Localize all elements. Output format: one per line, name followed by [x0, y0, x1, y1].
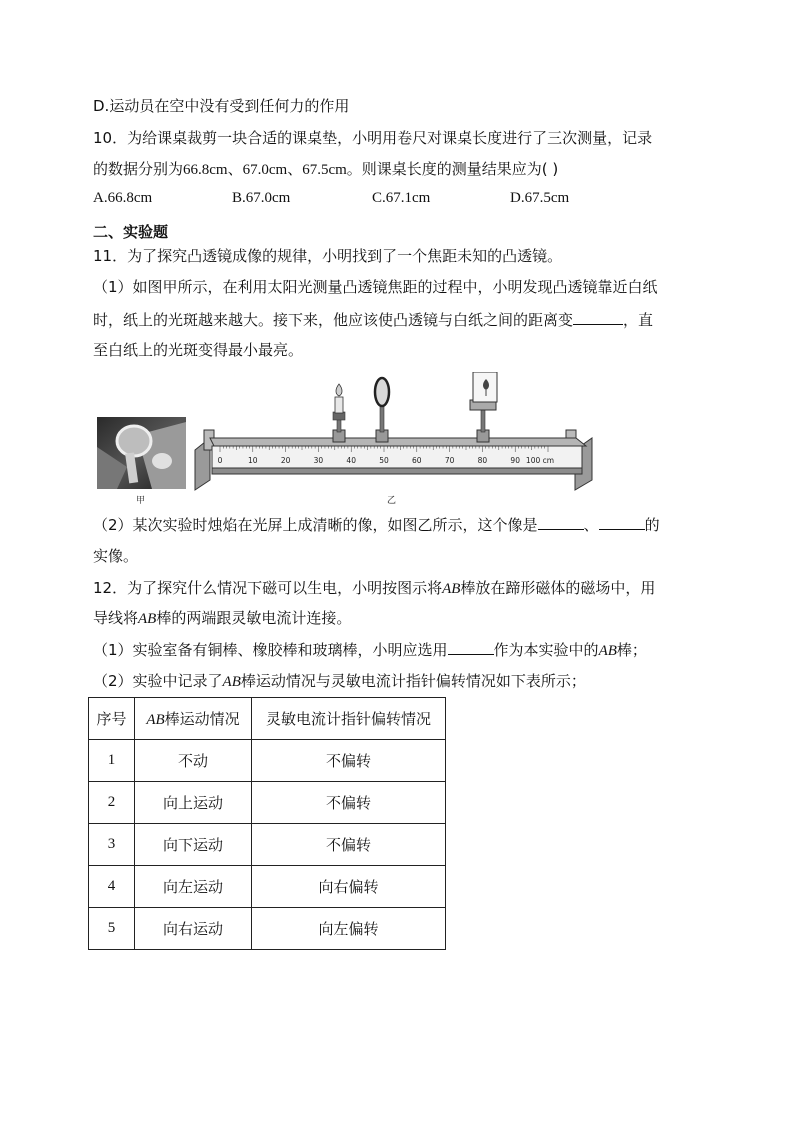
- table-cell: 5: [89, 908, 135, 950]
- q10-text: 。则课桌长度的测量结果应为( ): [346, 160, 559, 178]
- table-header-cell: 序号: [89, 698, 135, 740]
- section-title: 二、实验题: [93, 223, 169, 241]
- table-header-row: [89, 698, 446, 740]
- ruler-label: 80: [477, 456, 488, 465]
- q12-text: 棒；: [616, 641, 647, 659]
- answer-blank[interactable]: [573, 310, 623, 325]
- table-row: [89, 824, 446, 866]
- q12-text: 棒运动情况与灵敏电流计指针偏转情况如下表所示；: [240, 672, 586, 690]
- q11-text: 、: [583, 516, 599, 534]
- table-cell: 向左运动: [135, 866, 252, 908]
- q10-option-b[interactable]: B.67.0cm: [232, 190, 291, 206]
- q11-text: 时，纸上的光斑越来越大。接下来，他应该使凸透镜与白纸之间的距离变: [93, 311, 574, 329]
- table-cell: 向上运动: [135, 782, 252, 824]
- figure-jia-photo: [97, 417, 186, 489]
- q10-measure-1: 66.8cm: [183, 162, 228, 178]
- q11-part1-line2: [93, 310, 653, 330]
- q12-line-2: [93, 608, 351, 629]
- table-row: [89, 866, 446, 908]
- ruler-label: 0: [217, 456, 223, 465]
- candle-body: [335, 397, 343, 413]
- q10-line-2: [93, 159, 558, 180]
- ruler-label: 90: [510, 456, 520, 465]
- q10-option-a[interactable]: A.66.8cm: [93, 190, 153, 206]
- table-cell: 向右偏转: [252, 866, 446, 908]
- q10-sep: 、: [227, 160, 243, 178]
- q11-part1-line3: 至白纸上的光斑变得最小最亮。: [93, 341, 304, 359]
- table-cell: 向右运动: [135, 908, 252, 950]
- answer-blank[interactable]: [599, 515, 645, 530]
- table-cell: 4: [89, 866, 135, 908]
- ab-label: AB: [146, 712, 165, 728]
- ruler-label: 20: [280, 456, 291, 465]
- q12-part1: [93, 640, 647, 661]
- q12-text: 作为本实验中的: [493, 641, 599, 659]
- table-cell: 1: [89, 740, 135, 782]
- ab-label: AB: [222, 674, 241, 690]
- q10-text: 的数据分别为: [93, 160, 184, 178]
- q11-text: （2）某次实验时烛焰在光屏上成清晰的像，如图乙所示，这个像是: [93, 516, 538, 534]
- ruler-label: 60: [412, 456, 422, 465]
- table-cell: 3: [89, 824, 135, 866]
- table-cell: 向下运动: [135, 824, 252, 866]
- q12-text: 棒的两端跟灵敏电流计连接。: [156, 609, 352, 627]
- q11-text: ，直: [623, 311, 654, 329]
- table-header-cell: 灵敏电流计指针偏转情况: [252, 698, 446, 740]
- table-cell: 2: [89, 782, 135, 824]
- q12-text: （2）实验中记录了: [93, 672, 223, 690]
- figure-jia-caption: 甲: [136, 496, 146, 506]
- q10-option-d[interactable]: D.67.5cm: [510, 190, 570, 206]
- q12-part2: [93, 671, 586, 692]
- q12-text: （1）实验室备有铜棒、橡胶棒和玻璃棒，小明应选用: [93, 641, 448, 659]
- q10-measure-2: 67.0cm: [242, 162, 288, 178]
- ruler-label: 10: [248, 456, 258, 465]
- screen-holder-post: [481, 410, 485, 432]
- table-header-cell: [135, 698, 252, 740]
- ruler-label: 50: [379, 456, 389, 465]
- q11-part1-line1: （1）如图甲所示，在利用太阳光测量凸透镜焦距的过程中，小明发现凸透镜靠近白纸: [93, 278, 658, 296]
- table-cell: 不偏转: [252, 782, 446, 824]
- answer-blank[interactable]: [538, 515, 584, 530]
- bench-rail-bottom: [212, 468, 582, 474]
- q10-measure-3: 67.5cm: [302, 162, 347, 178]
- table-row: [89, 740, 446, 782]
- results-table: [88, 697, 446, 950]
- q11-text: 的: [644, 516, 660, 534]
- ruler-label: 30: [313, 456, 324, 465]
- ab-label: AB: [138, 611, 157, 627]
- q12-text: 棒放在蹄形磁体的磁场中，用: [460, 579, 656, 597]
- table-cell: 不动: [135, 740, 252, 782]
- ruler-label: 100 cm: [525, 456, 555, 465]
- table-row: [89, 908, 446, 950]
- ruler-label: 70: [444, 456, 455, 465]
- q10-sep: 、: [287, 160, 303, 178]
- table-header-text: 棒运动情况: [164, 710, 240, 728]
- q11-part2-line2: 实像。: [93, 547, 139, 565]
- q10-stem-text: 10．为给课桌裁剪一块合适的课桌垫，小明用卷尺对课桌长度进行了三次测量，记录: [93, 129, 653, 147]
- ab-label: AB: [442, 581, 461, 597]
- q9-option-d-text: D.运动员在空中没有受到任何力的作用: [93, 97, 350, 115]
- lens-holder-post: [380, 406, 384, 432]
- q10-option-c[interactable]: C.67.1cm: [372, 190, 431, 206]
- q11-stem: 11．为了探究凸透镜成像的规律，小明找到了一个焦距未知的凸透镜。: [93, 247, 563, 265]
- table-cell: 不偏转: [252, 740, 446, 782]
- q12-text: 12．为了探究什么情况下磁可以生电，小明按图示将: [93, 579, 443, 597]
- bench-rail-top: [210, 438, 586, 446]
- figure-yi-caption: 乙: [387, 496, 397, 506]
- table-row: [89, 782, 446, 824]
- figure-yi-optical-bench: [190, 372, 600, 492]
- ab-label: AB: [598, 643, 617, 659]
- q9-option-d: [93, 96, 349, 116]
- q10-line-1: [93, 128, 652, 148]
- answer-blank[interactable]: [448, 640, 494, 655]
- ruler-label: 40: [346, 456, 356, 465]
- table-cell: 不偏转: [252, 824, 446, 866]
- q12-line-1: [93, 578, 655, 599]
- table-cell: 向左偏转: [252, 908, 446, 950]
- candle-flame: [336, 384, 342, 396]
- convex-lens: [375, 378, 389, 406]
- q11-part2-line1: [93, 515, 660, 535]
- q12-text: 导线将: [93, 609, 139, 627]
